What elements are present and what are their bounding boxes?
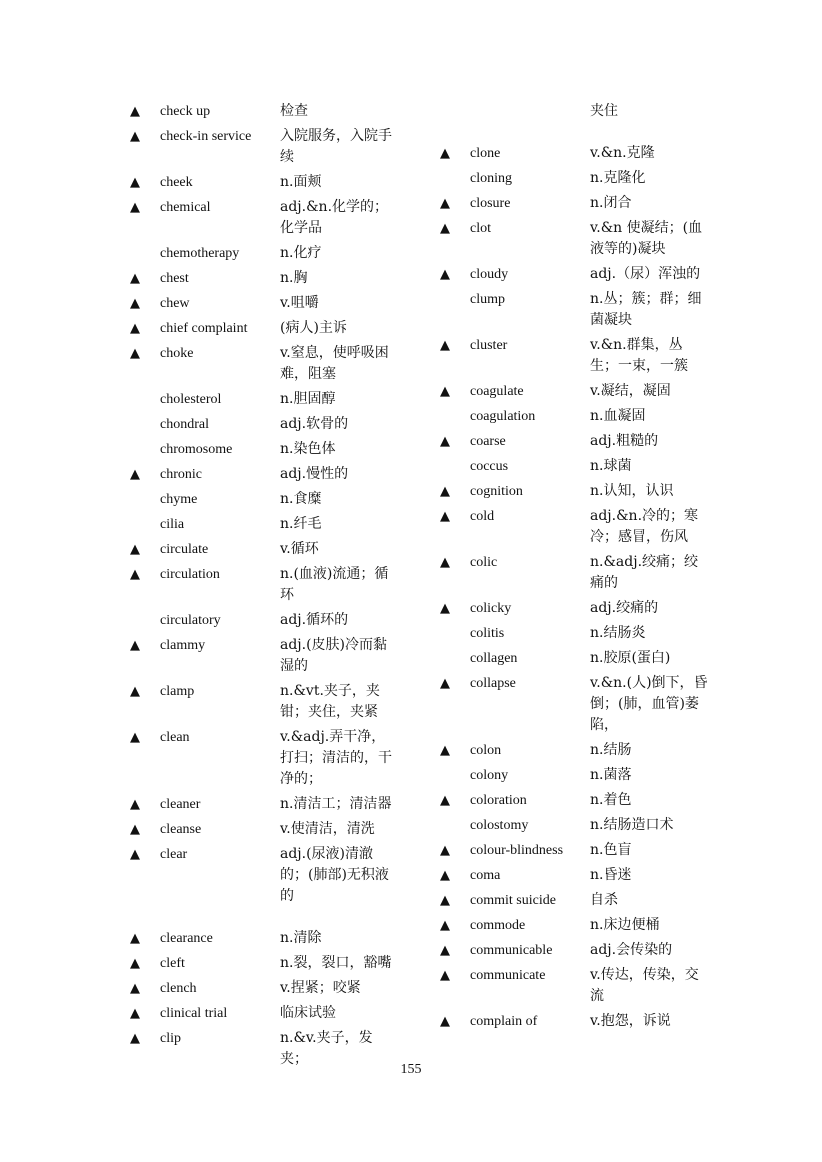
entry-term: coma	[470, 868, 501, 883]
entry-definition: n.结肠	[590, 742, 632, 758]
glossary-entry	[130, 539, 430, 560]
triangle-marker-icon: ▲	[440, 338, 450, 353]
entry-term: closure	[470, 196, 511, 211]
glossary-entry	[440, 740, 740, 761]
entry-term: clone	[470, 146, 501, 161]
glossary-entry	[440, 765, 740, 786]
entry-definition: n.床边便桶	[590, 917, 660, 933]
entry-term: cloudy	[470, 267, 509, 282]
glossary-entry	[130, 101, 430, 122]
glossary-entry	[440, 598, 740, 619]
triangle-marker-icon: ▲	[440, 1014, 450, 1029]
glossary-entry	[130, 1003, 430, 1024]
entry-definition: 入院服务，入院手续	[280, 128, 392, 165]
entry-term: collagen	[470, 651, 518, 666]
glossary-entry	[130, 635, 430, 677]
glossary-entry	[440, 890, 740, 911]
entry-definition: v.&n.(人)倒下，昏倒；(肺，血管)萎陷，	[590, 675, 708, 733]
entry-definition: n.结肠造口术	[590, 817, 674, 833]
glossary-entry	[130, 243, 430, 264]
entry-definition: n.染色体	[280, 441, 336, 457]
triangle-marker-icon: ▲	[130, 467, 140, 482]
entry-term: coagulate	[470, 384, 524, 399]
entry-term: complain of	[470, 1014, 538, 1029]
glossary-entry	[440, 289, 740, 331]
glossary-entry	[440, 168, 740, 189]
triangle-marker-icon: ▲	[130, 567, 140, 582]
entry-definition: n.&v.夹子，发夹；	[280, 1030, 373, 1067]
glossary-entry	[130, 564, 430, 606]
triangle-marker-icon: ▲	[130, 175, 140, 190]
entry-term: cleaner	[160, 797, 201, 812]
entry-term: clearance	[160, 931, 213, 946]
triangle-marker-icon: ▲	[130, 542, 140, 557]
entry-definition: n.菌落	[590, 767, 632, 783]
glossary-entry	[130, 268, 430, 289]
entry-term: cilia	[160, 517, 185, 532]
triangle-marker-icon: ▲	[440, 196, 450, 211]
entry-term: clump	[470, 292, 505, 307]
triangle-marker-icon: ▲	[440, 676, 450, 691]
entry-definition: n.化疗	[280, 245, 322, 261]
entry-definition: v.抱怨，诉说	[590, 1013, 671, 1029]
entry-term: coarse	[470, 434, 506, 449]
entry-definition: n.结肠炎	[590, 625, 646, 641]
triangle-marker-icon: ▲	[130, 956, 140, 971]
triangle-marker-icon: ▲	[440, 793, 450, 808]
glossary-entry	[130, 978, 430, 999]
triangle-marker-icon: ▲	[130, 981, 140, 996]
glossary-entry	[440, 335, 740, 377]
entry-definition: adj.&n.化学的；化学品	[280, 199, 389, 236]
glossary-entry	[440, 506, 740, 548]
entry-definition: n.克隆化	[590, 170, 646, 186]
glossary-entry	[440, 1011, 740, 1032]
entry-term: chronic	[160, 467, 202, 482]
glossary-entry	[440, 456, 740, 477]
glossary-entry	[440, 264, 740, 285]
entry-term: cognition	[470, 484, 523, 499]
entry-term: colostomy	[470, 818, 529, 833]
triangle-marker-icon: ▲	[130, 271, 140, 286]
entry-term: colony	[470, 768, 509, 783]
entry-term: check-in service	[160, 129, 252, 144]
glossary-entry	[440, 623, 740, 644]
glossary-entry	[440, 552, 740, 594]
triangle-marker-icon: ▲	[130, 296, 140, 311]
entry-definition: n.色盲	[590, 842, 632, 858]
triangle-marker-icon: ▲	[130, 822, 140, 837]
entry-definition: adj.慢性的	[280, 466, 349, 482]
glossary-entry	[440, 865, 740, 886]
entry-definition: 夹住	[590, 103, 618, 119]
entry-term: cloning	[470, 171, 512, 186]
entry-term: communicate	[470, 968, 546, 983]
glossary-entry	[130, 610, 430, 631]
entry-term: clean	[160, 730, 190, 745]
glossary-entry	[440, 840, 740, 861]
triangle-marker-icon: ▲	[440, 484, 450, 499]
triangle-marker-icon: ▲	[440, 743, 450, 758]
triangle-marker-icon: ▲	[440, 555, 450, 570]
entry-definition: n.丛；簇；群；细菌凝块	[590, 291, 702, 328]
entry-definition: v.&n.克隆	[590, 145, 655, 161]
triangle-marker-icon: ▲	[130, 346, 140, 361]
glossary-entry	[130, 819, 430, 840]
entry-term: clinical trial	[160, 1006, 228, 1021]
entry-definition: n.纤毛	[280, 516, 322, 532]
entry-term: colitis	[470, 626, 505, 641]
entry-definition: n.球菌	[590, 458, 632, 474]
entry-term: cleanse	[160, 822, 202, 837]
triangle-marker-icon: ▲	[440, 509, 450, 524]
triangle-marker-icon: ▲	[440, 843, 450, 858]
entry-term: colour-blindness	[470, 843, 564, 858]
entry-definition: adj.（尿）浑浊的	[590, 266, 701, 282]
entry-term: chief complaint	[160, 321, 248, 336]
glossary-entry	[440, 431, 740, 452]
triangle-marker-icon: ▲	[440, 968, 450, 983]
right-column	[440, 101, 740, 1036]
entry-definition: n.食糜	[280, 491, 322, 507]
triangle-marker-icon: ▲	[130, 1031, 140, 1046]
entry-definition: adj.会传染的	[590, 942, 673, 958]
spacer	[440, 126, 740, 143]
glossary-entry	[130, 197, 430, 239]
entry-term: choke	[160, 346, 194, 361]
entry-definition: v.使清洁，清洗	[280, 821, 375, 837]
triangle-marker-icon: ▲	[130, 684, 140, 699]
entry-definition: n.清除	[280, 930, 322, 946]
entry-definition: n.&vt.夹子，夹钳；夹住，夹紧	[280, 683, 380, 720]
glossary-entry	[130, 414, 430, 435]
entry-definition: adj.循环的	[280, 612, 349, 628]
glossary-entry	[130, 126, 430, 168]
triangle-marker-icon: ▲	[130, 200, 140, 215]
triangle-marker-icon: ▲	[440, 434, 450, 449]
entry-definition: 临床试验	[280, 1005, 336, 1021]
triangle-marker-icon: ▲	[440, 893, 450, 908]
entry-term: colon	[470, 743, 502, 758]
entry-term: chew	[160, 296, 190, 311]
entry-definition: n.胆固醇	[280, 391, 336, 407]
entry-term: coagulation	[470, 409, 536, 424]
triangle-marker-icon: ▲	[440, 868, 450, 883]
entry-term: communicable	[470, 943, 553, 958]
glossary-entry	[130, 844, 430, 907]
glossary-entry	[130, 953, 430, 974]
entry-term: cluster	[470, 338, 508, 353]
entry-definition: adj.(尿液)清澈的；(肺部)无积液的	[280, 846, 389, 904]
entry-definition: v.窒息，使呼吸困难，阻塞	[280, 345, 389, 382]
glossary-entry	[130, 293, 430, 314]
entry-term: chromosome	[160, 442, 233, 457]
left-column	[130, 101, 430, 1074]
entry-definition: n.认知，认识	[590, 483, 674, 499]
entry-definition: n.昏迷	[590, 867, 632, 883]
glossary-entry	[130, 172, 430, 193]
entry-term: collapse	[470, 676, 516, 691]
triangle-marker-icon: ▲	[440, 146, 450, 161]
entry-definition: v.&n 使凝结；(血液等的)凝块	[590, 220, 703, 257]
triangle-marker-icon: ▲	[440, 221, 450, 236]
entry-term: circulation	[160, 567, 220, 582]
glossary-entry	[440, 815, 740, 836]
entry-term: clamp	[160, 684, 195, 699]
entry-definition: adj.软骨的	[280, 416, 349, 432]
glossary-entry	[130, 464, 430, 485]
triangle-marker-icon: ▲	[130, 797, 140, 812]
entry-definition: n.着色	[590, 792, 632, 808]
glossary-entry	[440, 915, 740, 936]
glossary-entry	[440, 143, 740, 164]
entry-definition: v.&n.群集，丛生；一束，一簇	[590, 337, 688, 374]
entry-definition: n.面颊	[280, 174, 322, 190]
glossary-entry	[130, 489, 430, 510]
entry-term: circulatory	[160, 613, 221, 628]
entry-definition: adj.粗糙的	[590, 433, 659, 449]
entry-term: check up	[160, 104, 211, 119]
entry-definition: n.(血液)流通；循环	[280, 566, 389, 603]
entry-term: cholesterol	[160, 392, 222, 407]
entry-definition: v.传达，传染，交流	[590, 967, 699, 1004]
entry-term: cheek	[160, 175, 193, 190]
glossary-entry	[130, 514, 430, 535]
glossary-entry	[440, 406, 740, 427]
entry-definition: n.闭合	[590, 195, 632, 211]
glossary-entry	[440, 648, 740, 669]
entry-term: colicky	[470, 601, 512, 616]
entry-term: chondral	[160, 417, 209, 432]
entry-term: clip	[160, 1031, 181, 1046]
glossary-entry	[440, 193, 740, 214]
triangle-marker-icon: ▲	[130, 638, 140, 653]
entry-term: cleft	[160, 956, 185, 971]
glossary-entry	[130, 318, 430, 339]
entry-term: clot	[470, 221, 491, 236]
glossary-entry	[440, 101, 740, 122]
entry-term: clear	[160, 847, 188, 862]
entry-definition: adj.绞痛的	[590, 600, 659, 616]
glossary-entry	[440, 218, 740, 260]
entry-definition: n.&adj.绞痛；绞痛的	[590, 554, 699, 591]
triangle-marker-icon: ▲	[130, 104, 140, 119]
triangle-marker-icon: ▲	[130, 1006, 140, 1021]
triangle-marker-icon: ▲	[130, 321, 140, 336]
entry-definition: n.裂，裂口，豁嘴	[280, 955, 392, 971]
page-number: 155	[400, 1062, 422, 1077]
glossary-entry	[440, 790, 740, 811]
glossary-entry	[130, 439, 430, 460]
entry-definition: v.&adj.弄干净，打扫；清洁的，干净的；	[280, 729, 392, 787]
entry-term: chemical	[160, 200, 211, 215]
entry-definition: v.咀嚼	[280, 295, 319, 311]
triangle-marker-icon: ▲	[440, 943, 450, 958]
entry-term: coccus	[470, 459, 509, 474]
entry-term: clench	[160, 981, 197, 996]
glossary-entry	[440, 381, 740, 402]
triangle-marker-icon: ▲	[440, 601, 450, 616]
entry-definition: adj.(皮肤)冷而黏湿的	[280, 637, 388, 674]
entry-definition: 自杀	[590, 892, 618, 908]
spacer	[130, 911, 430, 928]
triangle-marker-icon: ▲	[130, 129, 140, 144]
entry-definition: (病人)主诉	[280, 320, 347, 336]
entry-term: coloration	[470, 793, 527, 808]
triangle-marker-icon: ▲	[440, 918, 450, 933]
entry-definition: n.清洁工；清洁器	[280, 796, 392, 812]
entry-term: chyme	[160, 492, 198, 507]
glossary-entry	[130, 928, 430, 949]
triangle-marker-icon: ▲	[130, 730, 140, 745]
glossary-entry	[440, 965, 740, 1007]
glossary-entry	[440, 481, 740, 502]
glossary-entry	[130, 389, 430, 410]
glossary-entry	[440, 673, 740, 736]
glossary-entry	[130, 794, 430, 815]
triangle-marker-icon: ▲	[440, 384, 450, 399]
entry-definition: n.胶原(蛋白)	[590, 650, 671, 666]
entry-term: clammy	[160, 638, 206, 653]
glossary-entry	[130, 343, 430, 385]
triangle-marker-icon: ▲	[130, 931, 140, 946]
entry-term: chemotherapy	[160, 246, 240, 261]
glossary-entry	[130, 727, 430, 790]
glossary-entry	[440, 940, 740, 961]
entry-definition: v.捏紧；咬紧	[280, 980, 361, 996]
entry-term: circulate	[160, 542, 209, 557]
triangle-marker-icon: ▲	[130, 847, 140, 862]
entry-term: colic	[470, 555, 498, 570]
entry-term: cold	[470, 509, 495, 524]
entry-definition: n.胸	[280, 270, 308, 286]
entry-definition: n.血凝固	[590, 408, 646, 424]
entry-definition: v.循环	[280, 541, 319, 557]
entry-definition: adj.&n.冷的；寒冷；感冒，伤风	[590, 508, 699, 545]
triangle-marker-icon: ▲	[440, 267, 450, 282]
entry-term: commode	[470, 918, 526, 933]
entry-term: commit suicide	[470, 893, 556, 908]
entry-definition: v.凝结，凝固	[590, 383, 671, 399]
entry-term: chest	[160, 271, 189, 286]
entry-definition: 检查	[280, 103, 308, 119]
glossary-entry	[130, 681, 430, 723]
